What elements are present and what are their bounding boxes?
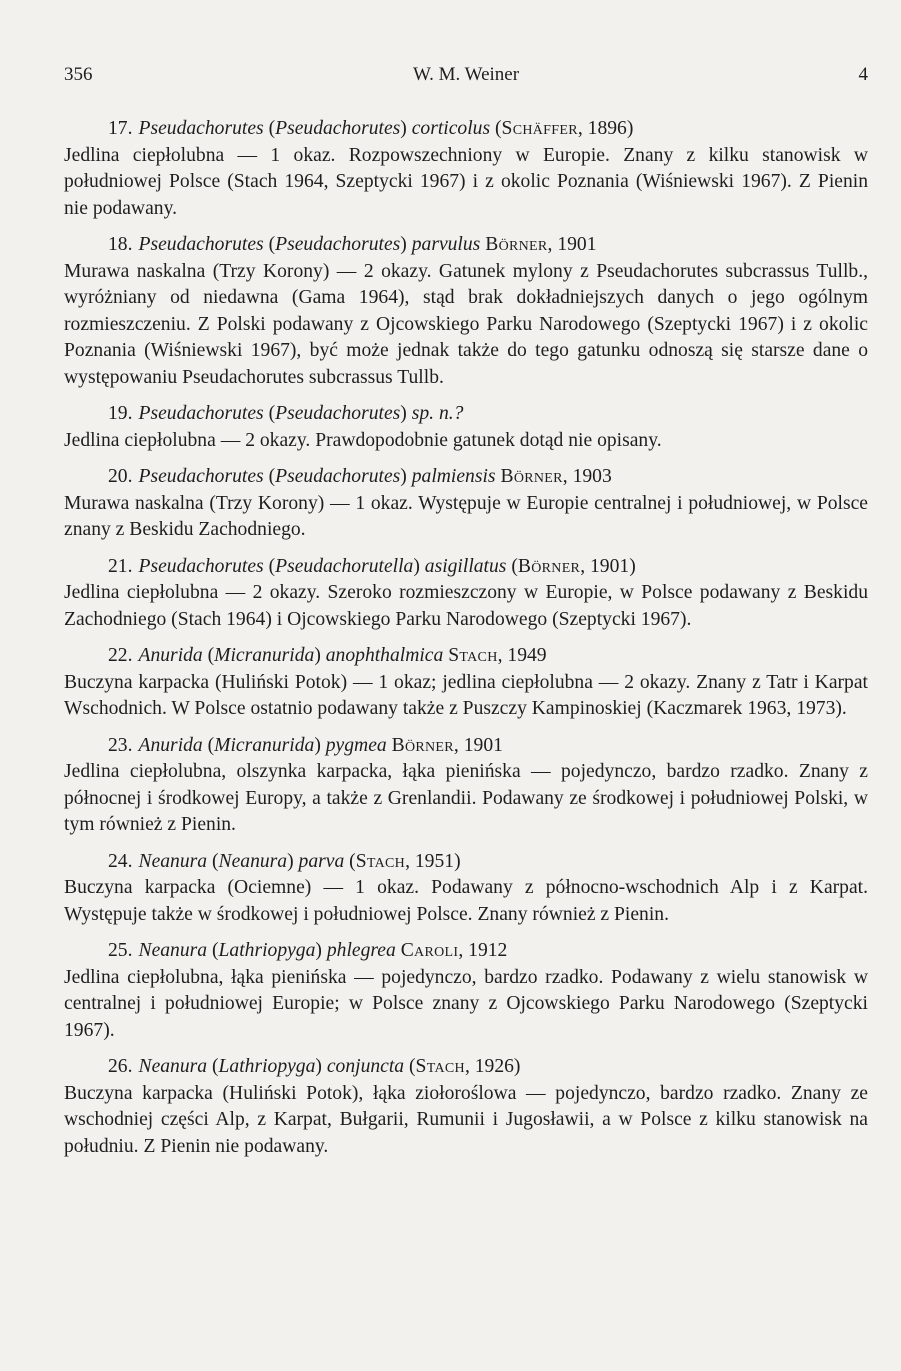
species-epithet: corticolus xyxy=(411,118,491,139)
genus-name: Pseudachorutes xyxy=(138,555,264,577)
authority-name: Stach xyxy=(355,850,406,872)
entry-number: 25. xyxy=(108,940,133,961)
subgenus-name: Lathriopyga xyxy=(218,940,316,961)
entry-text: Buczyna karpacka (Huliński Potok), łąka ziołoroślowa — pojedynczo, bardzo rzadko. Znany ze wschodniej części Alp, z Karpat, Bułgarii, Rumunii i Jugosławii, a w Polsce z kilku stanowisk na południu. Z Pienin nie podawany. xyxy=(64,1082,868,1157)
entry-text: Murawa naskalna (Trzy Korony) — 2 okazy. Gatunek mylony z Pseudachorutes subcrassus Tullb., wyróżniany od niedawna (Gama 1964), stąd brak dokładniejszych danych o jego ogólnym rozmieszczeniu. Z Polski podawany z Ojcowskiego Parku Narodowego (Szeptycki 1967) i z okolic Poznania (Wiśniewski 1967), być może jednak także do tego gatunku odnoszą się starsze dane o występowaniu Pseudachorutes subcrassus Tullb. xyxy=(64,260,868,388)
species-epithet: pygmea xyxy=(325,734,387,756)
species-epithet: conjuncta xyxy=(326,1056,405,1077)
subgenus-name: Neanura xyxy=(218,850,288,872)
genus-name: Neanura xyxy=(138,1056,208,1077)
subgenus-name: Micranurida xyxy=(214,645,315,666)
species-epithet: palmiensis xyxy=(411,466,496,487)
entry-number: 23. xyxy=(108,734,133,756)
species-epithet: anophthalmica xyxy=(325,645,444,666)
entry-text: Murawa naskalna (Trzy Korony) — 1 okaz. Występuje w Europie centralnej i południowej, w Polsce znany z Beskidu Zachodniego. xyxy=(64,492,868,540)
species-heading: 22. Anurida (Micranurida) anophthalmica Stach, 1949 xyxy=(108,645,547,666)
species-heading: 23. Anurida (Micranurida) pygmea Börner, 1901 xyxy=(108,734,503,756)
authority-name: Börner xyxy=(391,734,454,756)
species-list xyxy=(64,116,868,1160)
species-epithet: asigillatus xyxy=(424,555,507,577)
entry-text: Jedlina ciepłolubna, olszynka karpacka, łąka pienińska — pojedynczo, bardzo rzadko. Znany z północnej i środkowej Europy, a także z Grenlandii. Podawany ze środkowej i południowej Polski, w tym również z Pienin. xyxy=(64,761,868,835)
page-number: 356 xyxy=(64,64,93,85)
subgenus-name: Pseudachorutes xyxy=(275,466,401,487)
species-heading: 21. Pseudachorutes (Pseudachorutella) asigillatus (Börner, 1901) xyxy=(108,555,636,577)
authority-year: 1951 xyxy=(414,850,455,872)
entry-number: 20. xyxy=(108,466,133,487)
authority-name: Stach xyxy=(415,1056,465,1077)
authority-name: Schäffer xyxy=(501,118,578,139)
authority-name: Börner xyxy=(485,234,548,255)
authority-year: 1901 xyxy=(557,234,597,255)
species-entry xyxy=(64,401,868,454)
species-entry xyxy=(64,464,868,544)
authority-year: 1912 xyxy=(468,940,508,961)
species-epithet: parva xyxy=(298,850,345,872)
species-entry xyxy=(64,643,868,723)
authority-year: 1896 xyxy=(587,118,627,139)
species-entry xyxy=(64,116,868,222)
species-entry xyxy=(64,1054,868,1160)
entry-number: 22. xyxy=(108,645,133,666)
species-epithet: sp. n.? xyxy=(411,403,464,424)
entry-text: Jedlina ciepłolubna — 1 okaz. Rozpowszechniony w Europie. Znany z kilku stanowisk w południowej Polsce (Stach 1964, Szeptycki 1967) i z okolic Poznania (Wiśniewski 1967). Z Pienin nie podawany. xyxy=(64,144,868,219)
authority-year: 1901 xyxy=(463,734,503,756)
genus-name: Anurida xyxy=(138,645,203,666)
entry-number: 17. xyxy=(108,118,133,139)
entry-text: Jedlina ciepłolubna, łąka pienińska — pojedynczo, bardzo rzadko. Podawany z wielu stanowisk w centralnej i południowej Europie; w Polsce znany z Ojcowskiego Parku Narodowego (Szeptycki 1967). xyxy=(64,966,868,1041)
authority-name: Stach xyxy=(448,645,498,666)
authority-year: 1926 xyxy=(474,1056,514,1077)
entry-number: 19. xyxy=(108,403,133,424)
species-heading: 20. Pseudachorutes (Pseudachorutes) palmiensis Börner, 1903 xyxy=(108,466,612,487)
section-number: 4 xyxy=(858,64,868,85)
species-heading: 18. Pseudachorutes (Pseudachorutes) parvulus Börner, 1901 xyxy=(108,234,597,255)
entry-text: Jedlina ciepłolubna — 2 okazy. Prawdopodobnie gatunek dotąd nie opisany. xyxy=(64,429,662,451)
entry-text: Buczyna karpacka (Ociemne) — 1 okaz. Podawany z północno-wschodnich Alp i z Karpat. Występuje także w środkowej i południowej Polsce. Znany również z Pienin. xyxy=(64,877,868,925)
running-header xyxy=(64,64,868,88)
running-author: W. M. Weiner xyxy=(412,64,520,85)
entry-number: 26. xyxy=(108,1056,133,1077)
subgenus-name: Pseudachorutella xyxy=(275,555,414,577)
genus-name: Anurida xyxy=(138,734,203,756)
subgenus-name: Pseudachorutes xyxy=(275,118,401,139)
subgenus-name: Lathriopyga xyxy=(218,1056,316,1077)
species-heading: 19. Pseudachorutes (Pseudachorutes) sp. n.? xyxy=(108,403,464,424)
subgenus-name: Pseudachorutes xyxy=(275,403,401,424)
entry-number: 21. xyxy=(108,555,133,577)
species-epithet: parvulus xyxy=(411,234,481,255)
authority-year: 1903 xyxy=(572,466,612,487)
genus-name: Pseudachorutes xyxy=(138,234,264,255)
entry-text: Buczyna karpacka (Huliński Potok) — 1 okaz; jedlina ciepłolubna — 2 okazy. Znany z Tatr i Karpat Wschodnich. W Polsce ostatnio podawany także z Puszczy Kampinoskiej (Kaczmarek 1963, 1973). xyxy=(64,671,868,719)
subgenus-name: Pseudachorutes xyxy=(275,234,401,255)
species-epithet: phlegrea xyxy=(326,940,396,961)
subgenus-name: Micranurida xyxy=(214,734,315,756)
authority-name: Caroli xyxy=(400,940,459,961)
authority-name: Börner xyxy=(500,466,563,487)
species-entry xyxy=(64,849,868,929)
genus-name: Pseudachorutes xyxy=(138,118,264,139)
genus-name: Pseudachorutes xyxy=(138,466,264,487)
genus-name: Pseudachorutes xyxy=(138,403,264,424)
species-heading: 17. Pseudachorutes (Pseudachorutes) corticolus (Schäffer, 1896) xyxy=(108,118,634,139)
species-entry xyxy=(64,938,868,1044)
genus-name: Neanura xyxy=(138,940,208,961)
authority-year: 1949 xyxy=(507,645,547,666)
species-entry xyxy=(64,733,868,839)
species-heading: 25. Neanura (Lathriopyga) phlegrea Caroli, 1912 xyxy=(108,940,508,961)
genus-name: Neanura xyxy=(138,850,208,872)
species-heading: 26. Neanura (Lathriopyga) conjuncta (Stach, 1926) xyxy=(108,1056,521,1077)
entry-number: 24. xyxy=(108,850,133,872)
species-entry xyxy=(64,232,868,391)
species-heading: 24. Neanura (Neanura) parva (Stach, 1951) xyxy=(108,850,461,872)
entry-text: Jedlina ciepłolubna — 2 okazy. Szeroko rozmieszczony w Europie, w Polsce podawany z Beskidu Zachodniego (Stach 1964) i Ojcowskiego Parku Narodowego (Szeptycki 1967). xyxy=(64,582,868,630)
authority-year: 1901 xyxy=(590,555,630,577)
entry-number: 18. xyxy=(108,234,133,255)
authority-name: Börner xyxy=(517,555,581,577)
species-entry xyxy=(64,554,868,634)
